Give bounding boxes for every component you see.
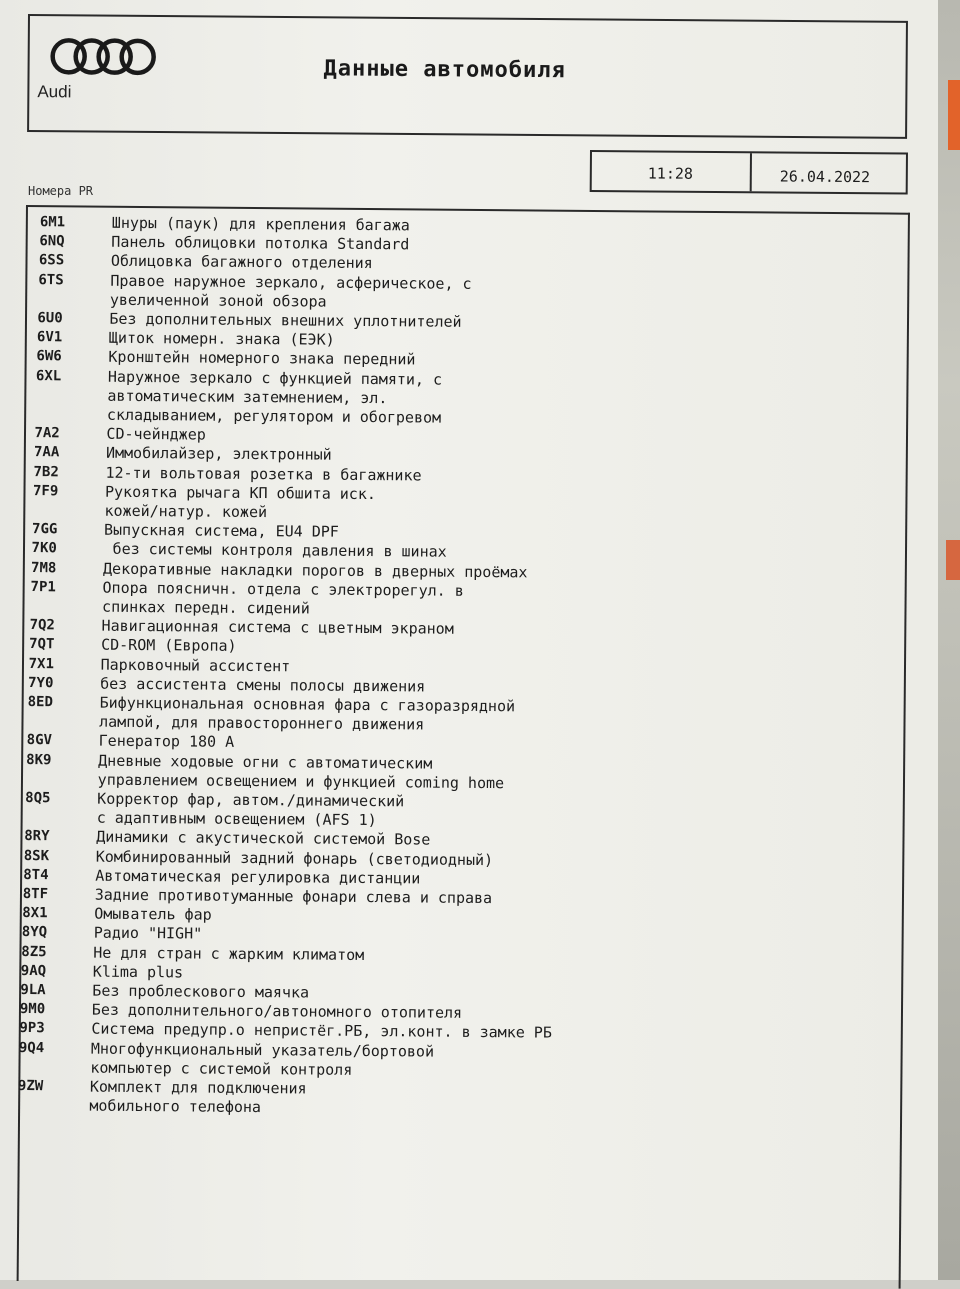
pr-code: 8Q5 [25,790,51,807]
pr-description-line: Не для стран с жарким климатом [93,943,365,964]
pr-code: 7A2 [34,425,60,442]
pr-code: 8YQ [21,924,48,941]
pr-code: 8X1 [22,905,48,922]
pr-code: 7K0 [31,540,57,557]
pr-description-line: с адаптивным освещением (AFS 1) [96,808,377,830]
print-date: 26.04.2022 [779,167,871,187]
pr-code: 6SS [38,252,65,269]
pr-description-line: без ассистента смены полосы движения [100,674,426,696]
pr-code: 6U0 [37,310,63,327]
pr-description-line: Без проблескового маячка [92,981,310,1002]
background-object-lower [946,540,960,580]
pr-description-line: Декоративные накладки порогов в дверных проёмах [102,559,528,581]
pr-description-line: складыванием, регулятором и обогревом [106,405,442,427]
pr-code: 6V1 [36,329,63,346]
print-time: 11:28 [647,164,694,183]
pr-description-line: Шнуры (паук) для крепления багажа [111,213,410,235]
pr-description-line: спинках передн. сидений [102,597,310,618]
pr-code: 9ZW [17,1077,44,1095]
pr-description-line: кожей/натур. кожей [104,501,268,522]
pr-code: 9P3 [19,1020,45,1037]
pr-code-list [17,205,910,1289]
pr-code: 8T4 [23,866,49,884]
pr-code: 8Z5 [21,943,47,960]
pr-code: 8TF [22,885,49,903]
timestamp-box [590,150,908,194]
pr-description-line: CD-ROM (Европа) [101,636,237,656]
pr-code: 6TS [38,271,64,288]
pr-description-line: 12-ти вольтовая розетка в багажнике [105,463,422,485]
pr-code: 7AA [33,444,60,461]
brand-name: Audi [37,82,72,102]
pr-description-line: компьютер с системой контроля [90,1058,353,1079]
pr-code: 7QT [29,636,55,653]
pr-description-line: Опора поясничн. отдела с электрорегул. в [102,578,464,600]
pr-description-line: Панель облицовки потолка Standard [111,232,410,254]
background-edge [938,0,960,1280]
pr-description-line: Кронштейн номерного знака передний [108,348,416,369]
pr-code: 9LA [20,981,46,999]
pr-description-line: Без дополнительного/автономного отопителя [91,1000,463,1023]
pr-description-line: Наружное зеркало с функцией памяти, с [107,367,443,389]
pr-code: 7M8 [31,559,57,576]
pr-code: 7Q2 [29,617,55,634]
pr-code: 8SK [23,847,50,864]
pr-description-line: Klima plus [92,962,184,982]
pr-description-line: Рукоятка рычага КП обшита иск. [104,482,377,503]
pr-description-line: CD-чейнджер [106,424,206,444]
pr-description-line: Навигационная система с цветным экраном [101,616,454,638]
pr-description-line: Без дополнительных внешних уплотнителей [109,309,462,331]
audi-rings-logo [43,34,162,115]
pr-description-line: Комплект для подключения [89,1077,307,1098]
pr-description-line: Омыватель фар [94,904,212,924]
pr-description-line: лампой, для правостороннего движения [99,712,425,734]
pr-code: 8GV [26,732,53,749]
pr-description-line: увеличенной зоной обзора [109,290,327,311]
pr-description-line: без системы контроля давления в шинах [103,540,447,562]
background-object [948,80,960,150]
pr-description-line: автоматическим затемнением, эл. [107,386,388,407]
pr-code: 9AQ [20,962,47,980]
pr-description-line: Радио "HIGH" [93,924,203,943]
pr-code: 8RY [24,828,50,845]
pr-code: 7B2 [33,463,59,480]
pr-code: 8K9 [26,751,52,768]
pr-description-line: Бифункциональная основная фара с газоразрядной [99,693,516,716]
pr-description-line: управлением освещением и функцией coming home [97,770,505,792]
pr-code: 7F9 [32,482,59,500]
pr-code: 7GG [31,521,58,538]
pr-code: 9Q4 [18,1039,45,1056]
pr-description-line: Комбинированный задний фонарь (светодиодный) [95,847,494,869]
pr-description-line: Щиток номерн. знака (ЕЭК) [108,328,335,349]
pr-description-line: Парковочный ассистент [100,655,291,675]
document-title: Данные автомобиля [323,56,566,84]
pr-description-line: Многофункциональный указатель/бортовой [90,1039,435,1061]
pr-code: 7X1 [28,655,54,672]
pr-code: 6XL [35,367,62,384]
pr-numbers-label: Номера PR [28,184,94,198]
pr-code: 6NQ [39,233,65,250]
pr-description-line: Динамики с акустической системой Bose [96,828,431,849]
pr-code: 7Y0 [28,674,54,692]
pr-code: 6W6 [36,348,62,365]
pr-description-line: мобильного телефона [89,1096,262,1117]
pr-code: 8ED [27,694,54,711]
pr-description-line: Автоматическая регулировка дистанции [95,866,421,888]
pr-description-line: Иммобилайзер, электронный [105,444,332,465]
pr-description-line: Система предупр.о непристёг.РБ, эл.конт. в замке РБ [91,1019,552,1043]
pr-code: 7P1 [30,578,56,596]
pr-description-line: Задние противотуманные фонари слева и справа [94,885,493,908]
pr-description-line: Выпускная система, EU4 DPF [103,520,339,541]
timestamp-divider [750,153,752,191]
pr-code: 9M0 [19,1001,46,1018]
pr-description-line: Правое наружное зеркало, асферическое, с [110,271,472,293]
pr-description-line: Облицовка багажного отделения [110,252,373,273]
pr-description-line: Корректор фар, автом./динамический [97,789,405,811]
pr-description-line: Генератор 180 А [98,732,235,752]
pr-code: 6M1 [39,214,66,231]
pr-description-line: Дневные ходовые огни с автоматическим [98,751,433,773]
header-box [27,14,908,139]
